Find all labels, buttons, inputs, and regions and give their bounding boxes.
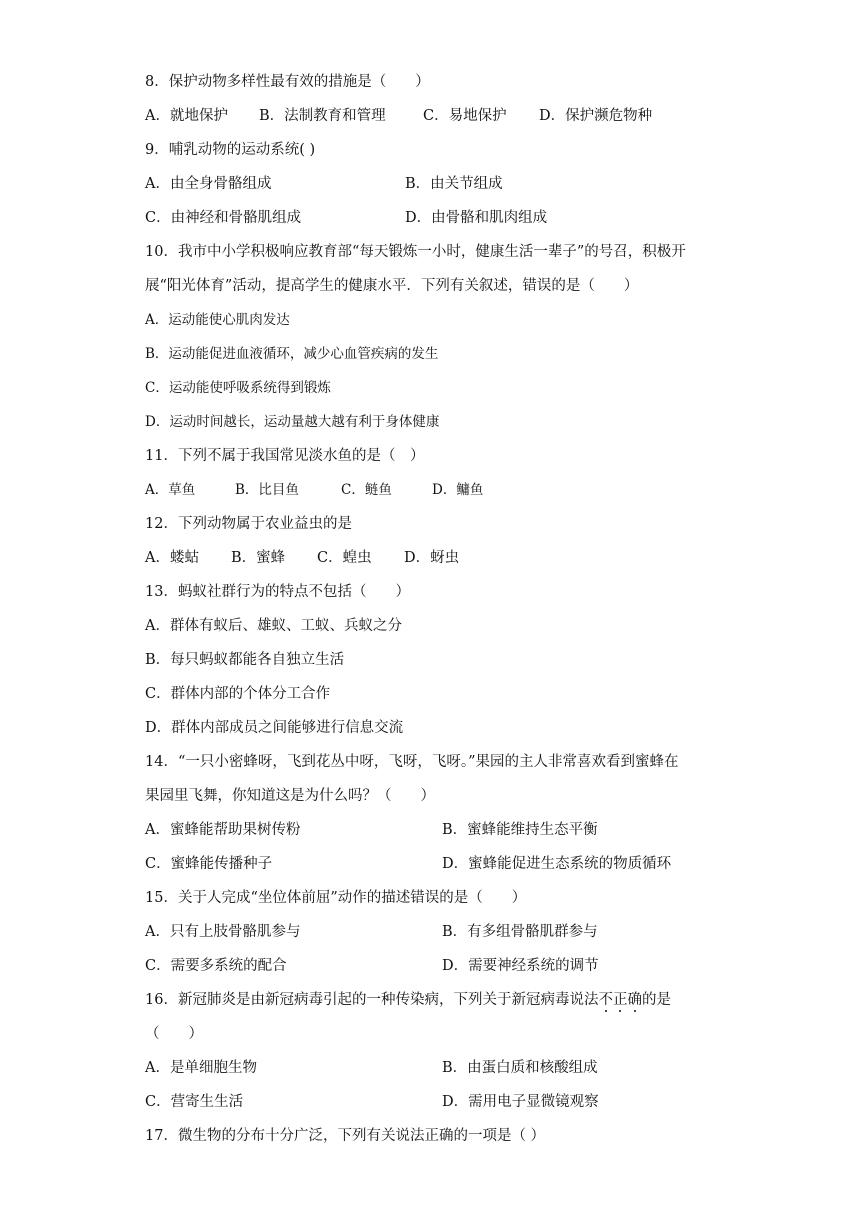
- q13-option-a: A．群体有蚁后、雄蚁、工蚁、兵蚁之分: [145, 618, 402, 634]
- q11-option-a: A．草鱼: [145, 482, 196, 498]
- q15-option-d: D．需要神经系统的调节: [442, 958, 599, 974]
- question-12-stem: 12．下列动物属于农业益虫的是: [145, 516, 352, 532]
- q10-option-c: C．运动能使呼吸系统得到锻炼: [145, 380, 331, 396]
- q11-option-c: C．鲢鱼: [341, 482, 392, 498]
- question-17-stem: 17．微生物的分布十分广泛，下列有关说法正确的一项是（ ）: [145, 1128, 546, 1144]
- q10-option-b: B．运动能促进血液循环，减少心血管疾病的发生: [145, 346, 439, 362]
- q16-stem-text-a: 16．新冠肺炎是由新冠病毒引起的一种传染病，下列关于新冠病毒说法: [145, 992, 599, 1008]
- q9-option-d: D．由骨骼和肌肉组成: [405, 210, 548, 226]
- q9-option-a: A．由全身骨骼组成: [145, 176, 272, 192]
- question-13-stem: 13．蚂蚁社群行为的特点不包括（ ）: [145, 584, 410, 600]
- q15-option-b: B．有多组骨骼肌群参与: [442, 924, 598, 940]
- emph-char: 确: [627, 992, 642, 1008]
- q16-stem-text-b: 的是: [641, 992, 671, 1008]
- question-10-stem-line1: 10．我市中小学积极响应教育部“每天锻炼一小时，健康生活一辈子”的号召，积极开: [145, 244, 686, 260]
- question-11-stem: 11．下列不属于我国常见淡水鱼的是（ ）: [145, 448, 425, 464]
- q8-option-c: C．易地保护: [423, 108, 507, 124]
- question-14-stem-line1: 14．“一只小密蜂呀，飞到花丛中呀，飞呀，飞呀。”果园的主人非常喜欢看到蜜蜂在: [145, 754, 679, 770]
- q16-option-a: A．是单细胞生物: [145, 1060, 257, 1076]
- q10-option-d: D．运动时间越长，运动量越大越有利于身体健康: [145, 414, 440, 430]
- question-10-stem-line2: 展“阳光体育”活动，提高学生的健康水平．下列有关叙述，错误的是（ ）: [145, 278, 639, 294]
- q15-option-a: A．只有上肢骨骼肌参与: [145, 924, 301, 940]
- emph-char: 正: [612, 992, 628, 1008]
- emph-char: 不: [598, 992, 613, 1008]
- q16-emphasis-text: [598, 992, 642, 1008]
- q15-option-c: C．需要多系统的配合: [145, 958, 287, 974]
- q14-option-c: C．蜜蜂能传播种子: [145, 856, 273, 872]
- q16-option-b: B．由蛋白质和核酸组成: [442, 1060, 598, 1076]
- q11-option-d: D．鳙鱼: [432, 482, 484, 498]
- q10-option-a: A．运动能使心肌肉发达: [145, 312, 290, 328]
- question-16-stem-line1: [145, 990, 671, 1010]
- q12-option-a: A．蝼蛄: [145, 550, 199, 566]
- question-9-stem: 9．哺乳动物的运动系统( ): [145, 142, 316, 158]
- question-15-stem: 15．关于人完成“坐位体前屈”动作的描述错误的是（ ）: [145, 890, 527, 906]
- q12-option-d: D．蚜虫: [404, 550, 460, 566]
- q12-option-b: B．蜜蜂: [231, 550, 286, 566]
- q16-option-d: D．需用电子显微镜观察: [442, 1094, 599, 1110]
- q14-option-b: B．蜜蜂能维持生态平衡: [442, 822, 598, 838]
- q14-option-d: D．蜜蜂能促进生态系统的物质循环: [442, 856, 672, 872]
- q12-option-c: C．蝗虫: [317, 550, 372, 566]
- q13-option-b: B．每只蚂蚁都能各自独立生活: [145, 652, 345, 668]
- question-16-stem-line2: （ ）: [145, 1026, 203, 1042]
- q13-option-c: C．群体内部的个体分工合作: [145, 686, 331, 702]
- q9-option-c: C．由神经和骨骼肌组成: [145, 210, 302, 226]
- q8-option-d: D．保护濒危物种: [539, 108, 653, 124]
- question-8-stem: 8．保护动物多样性最有效的措施是（ ）: [145, 74, 430, 90]
- q8-option-a: A．就地保护: [145, 108, 228, 124]
- q13-option-d: D．群体内部成员之间能够进行信息交流: [145, 720, 404, 736]
- q9-option-b: B．由关节组成: [405, 176, 503, 192]
- q14-option-a: A．蜜蜂能帮助果树传粉: [145, 822, 301, 838]
- question-14-stem-line2: 果园里飞舞，你知道这是为什么吗？（ ）: [145, 788, 435, 804]
- q16-option-c: C．营寄生生活: [145, 1094, 244, 1110]
- q11-option-b: B．比目鱼: [235, 482, 299, 498]
- q8-option-b: B．法制教育和管理: [259, 108, 386, 124]
